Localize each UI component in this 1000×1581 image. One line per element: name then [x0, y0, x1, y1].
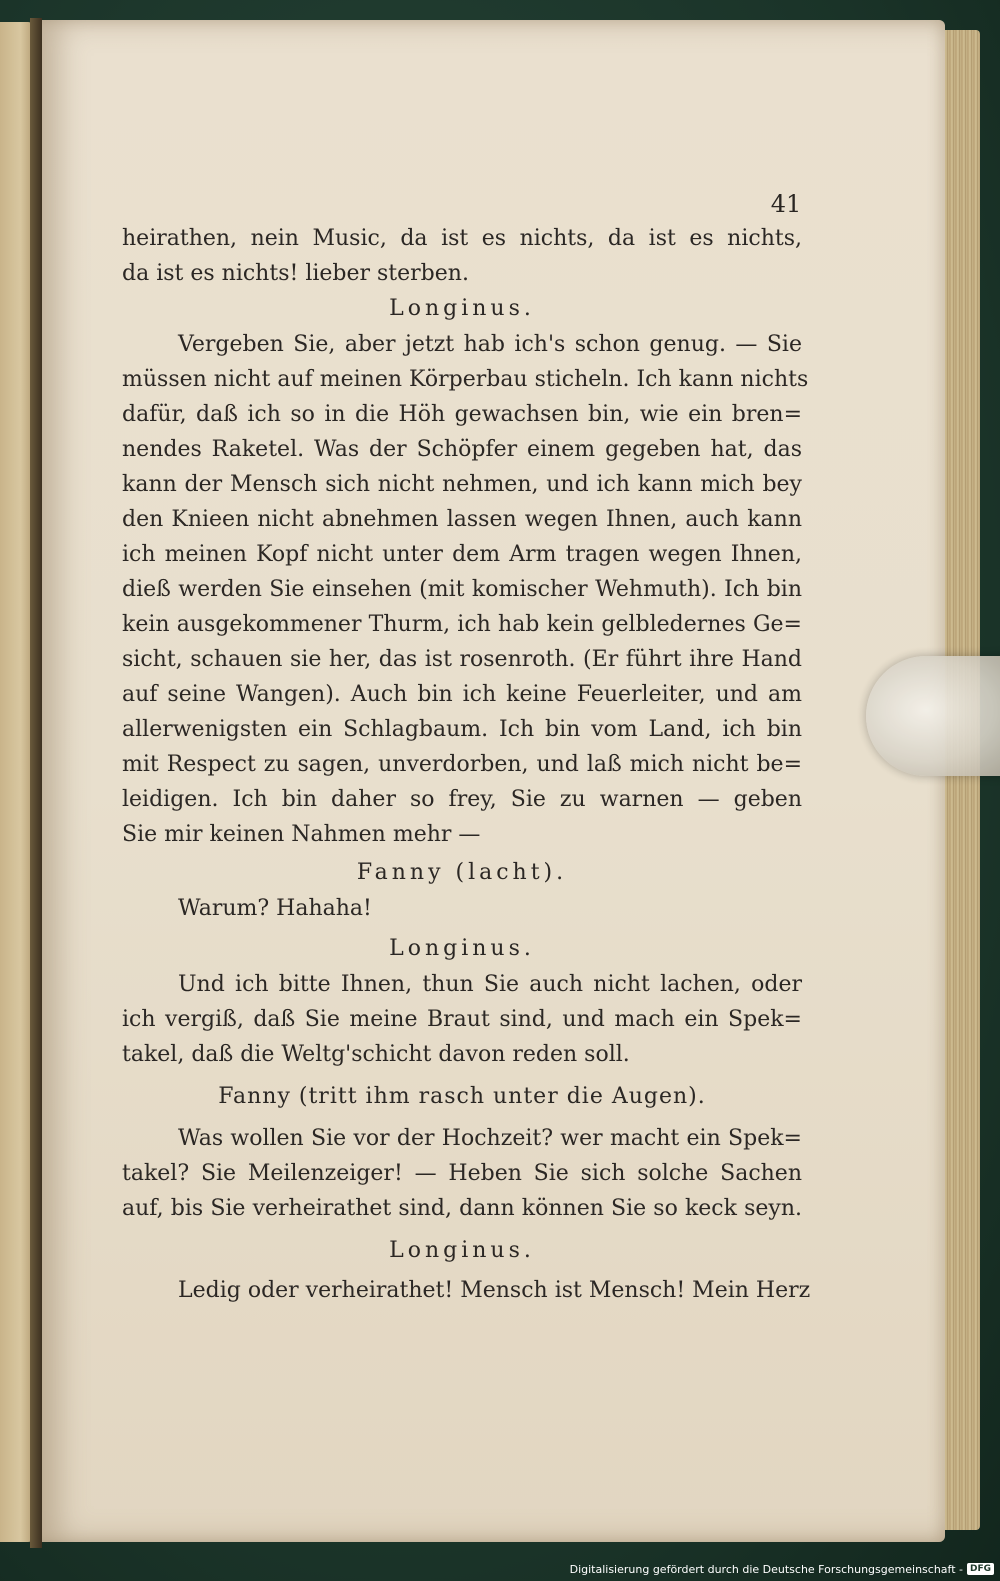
text-line: Vergeben Sie, aber jetzt hab ich's schon genug. — Sie [178, 332, 802, 357]
text-line: mit Respect zu sagen, unverdorben, und laß mich nicht be= [122, 752, 802, 777]
speaker-name: Longinus. [389, 1238, 535, 1263]
page-number: 41 [770, 190, 802, 218]
text-line: kann der Mensch sich nicht nehmen, und ich kann mich bey [122, 472, 802, 497]
text-line: Sie mir keinen Nahmen mehr — [122, 822, 481, 847]
speaker-name: Fanny (tritt ihm rasch unter die Augen). [218, 1084, 706, 1109]
text-line: den Knieen nicht abnehmen lassen wegen Ihnen, auch kann [122, 507, 802, 532]
text-line: ich meinen Kopf nicht unter dem Arm tragen wegen Ihnen, [122, 542, 802, 567]
text-line: da ist es nichts! lieber sterben. [122, 261, 469, 286]
dfg-logo: DFG [967, 1563, 994, 1575]
text-line: sicht, schauen sie her, das ist rosenroth. (Er führt ihre Hand [122, 647, 802, 672]
text-line: ich vergiß, daß Sie meine Braut sind, und mach ein Spek= [122, 1007, 802, 1032]
text-line: müssen nicht auf meinen Körperbau sticheln. Ich kann nichts [122, 367, 809, 392]
text-line: kein ausgekommener Thurm, ich hab kein gelbledernes Ge= [122, 612, 802, 637]
page-clamp-tab [866, 656, 1000, 776]
text-line: nendes Raketel. Was der Schöpfer einem gegeben hat, das [122, 437, 802, 462]
text-line: Warum? Hahaha! [178, 896, 372, 921]
left-page-edge [0, 22, 34, 1542]
text-line: heirathen, nein Music, da ist es nichts, da ist es nichts, [122, 226, 802, 251]
text-line: takel? Sie Meilenzeiger! — Heben Sie sich solche Sachen [122, 1161, 802, 1186]
text-line: dafür, daß ich so in die Höh gewachsen bin, wie ein bren= [122, 402, 802, 427]
text-line: takel, daß die Weltg'schicht davon reden soll. [122, 1042, 630, 1067]
digitization-credit [570, 1560, 994, 1578]
text-line: Was wollen Sie vor der Hochzeit? wer macht ein Spek= [178, 1126, 802, 1151]
text-line: allerwenigsten ein Schlagbaum. Ich bin vom Land, ich bin [122, 717, 802, 742]
text-line: Und ich bitte Ihnen, thun Sie auch nicht lachen, oder [178, 972, 802, 997]
text-line: leidigen. Ich bin daher so frey, Sie zu warnen — geben [122, 787, 802, 812]
text-line: auf, bis Sie verheirathet sind, dann können Sie so keck seyn. [122, 1196, 802, 1221]
credit-text: Digitalisierung gefördert durch die Deutsche Forschungsgemeinschaft - [569, 1562, 963, 1576]
book-gutter [30, 18, 42, 1548]
text-line: auf seine Wangen). Auch bin ich keine Feuerleiter, und am [122, 682, 802, 707]
speaker-name: Fanny (lacht). [356, 860, 568, 885]
text-line: Ledig oder verheirathet! Mensch ist Mensch! Mein Herz [178, 1278, 811, 1303]
speaker-name: Longinus. [389, 936, 535, 961]
speaker-name: Longinus. [389, 296, 535, 321]
text-line: dieß werden Sie einsehen (mit komischer Wehmuth). Ich bin [122, 577, 802, 602]
